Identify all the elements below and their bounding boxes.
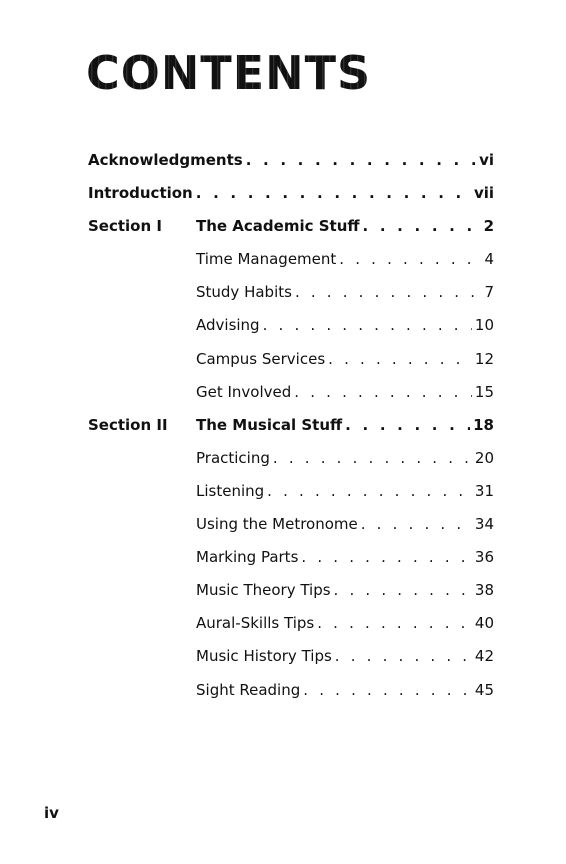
- toc-entry: [88, 315, 494, 348]
- toc-entry: [88, 481, 494, 514]
- toc-page-number: 36: [474, 548, 494, 567]
- toc-entry-line: [196, 282, 494, 302]
- toc-entry-line: [196, 349, 494, 369]
- toc-entry-line: [196, 481, 494, 501]
- toc-entry-title: Introduction: [88, 184, 193, 203]
- toc-leader-dots: [361, 514, 472, 534]
- toc-entry-line: [196, 448, 494, 468]
- toc-leader-dots: [295, 282, 482, 302]
- toc-entry: [88, 514, 494, 547]
- toc-page-number: 4: [484, 250, 494, 269]
- toc-entry: [88, 415, 494, 448]
- toc-entry: [88, 580, 494, 613]
- toc-entry-line: [196, 547, 494, 567]
- toc-page-number: 18: [473, 415, 494, 434]
- toc-entry-title: Study Habits: [196, 283, 292, 302]
- toc-entry-title: Marking Parts: [196, 548, 299, 567]
- toc-entry: [88, 183, 494, 216]
- toc-entry-line: [196, 514, 494, 534]
- page-number: iv: [44, 804, 59, 822]
- toc-page-number: 40: [474, 614, 494, 633]
- toc-page-number: 10: [474, 316, 494, 335]
- toc-entry-title: Acknowledgments: [88, 151, 243, 169]
- toc-entry-title: Advising: [196, 316, 260, 335]
- toc-page-number: 31: [474, 481, 494, 500]
- toc-leader-dots: [334, 580, 472, 600]
- toc-leader-dots: [246, 150, 476, 170]
- toc-leader-dots: [328, 349, 472, 369]
- toc-leader-dots: [294, 382, 472, 402]
- toc-entry-title: Get Involved: [196, 382, 292, 401]
- toc-page-number: 45: [474, 680, 494, 699]
- toc-page-number: 34: [474, 515, 494, 534]
- toc-entry: [88, 680, 494, 713]
- toc-page-number: 15: [474, 382, 494, 401]
- table-of-contents: [88, 150, 494, 713]
- toc-entry-line: [196, 382, 494, 402]
- toc-leader-dots: [317, 613, 472, 633]
- toc-entry-title: The Academic Stuff: [196, 217, 360, 236]
- toc-section-label: Section I: [88, 217, 162, 236]
- toc-entry-line: [196, 646, 494, 666]
- toc-entry: [88, 547, 494, 580]
- toc-section-label: Section II: [88, 415, 168, 434]
- toc-entry-title: Music Theory Tips: [196, 581, 331, 600]
- toc-page-number: 20: [474, 448, 494, 467]
- toc-entry-title: Aural-Skills Tips: [196, 614, 315, 633]
- toc-entry-title: Listening: [196, 481, 265, 500]
- toc-leader-dots: [267, 481, 472, 501]
- toc-entry: [88, 216, 494, 249]
- toc-entry-line: [196, 216, 494, 236]
- toc-leader-dots: [335, 646, 472, 666]
- toc-entry-line: [196, 580, 494, 600]
- toc-entry-line: [196, 415, 494, 435]
- toc-leader-dots: [303, 680, 472, 700]
- toc-entry-title: Music History Tips: [196, 647, 332, 666]
- toc-entry-title: Sight Reading: [196, 680, 301, 699]
- toc-entry-line: [88, 183, 494, 203]
- toc-entry-line: [196, 249, 494, 269]
- toc-entry: [88, 646, 494, 679]
- toc-leader-dots: [363, 216, 481, 236]
- toc-leader-dots: [263, 315, 472, 335]
- toc-entry-line: [196, 613, 494, 633]
- toc-leader-dots: [301, 547, 472, 567]
- toc-entry: [88, 613, 494, 646]
- toc-entry: [88, 382, 494, 415]
- toc-entry: [88, 249, 494, 282]
- toc-page-number: 42: [474, 647, 494, 666]
- toc-entry: [88, 150, 494, 183]
- toc-leader-dots: [273, 448, 472, 468]
- toc-leader-dots: [339, 249, 481, 269]
- page-title: CONTENTS: [86, 46, 372, 100]
- toc-entry: [88, 349, 494, 382]
- toc-entry-title: Campus Services: [196, 349, 326, 368]
- toc-entry-title: Practicing: [196, 448, 270, 467]
- toc-page-number: 38: [474, 581, 494, 600]
- toc-entry-title: The Musical Stuff: [196, 415, 343, 434]
- toc-page-number: 7: [484, 283, 494, 302]
- toc-entry-line: [196, 680, 494, 700]
- toc-entry-title: Time Management: [196, 250, 337, 269]
- toc-leader-dots: [196, 183, 471, 203]
- toc-page-number: 2: [483, 217, 494, 236]
- toc-entry: [88, 282, 494, 315]
- toc-entry-line: [88, 150, 494, 170]
- toc-entry: [88, 448, 494, 481]
- toc-page-number: vii: [473, 184, 494, 203]
- toc-entry-title: Using the Metronome: [196, 515, 358, 534]
- toc-page-number: vi: [479, 151, 494, 169]
- toc-page-number: 12: [474, 349, 494, 368]
- toc-leader-dots: [345, 415, 470, 435]
- toc-entry-line: [196, 315, 494, 335]
